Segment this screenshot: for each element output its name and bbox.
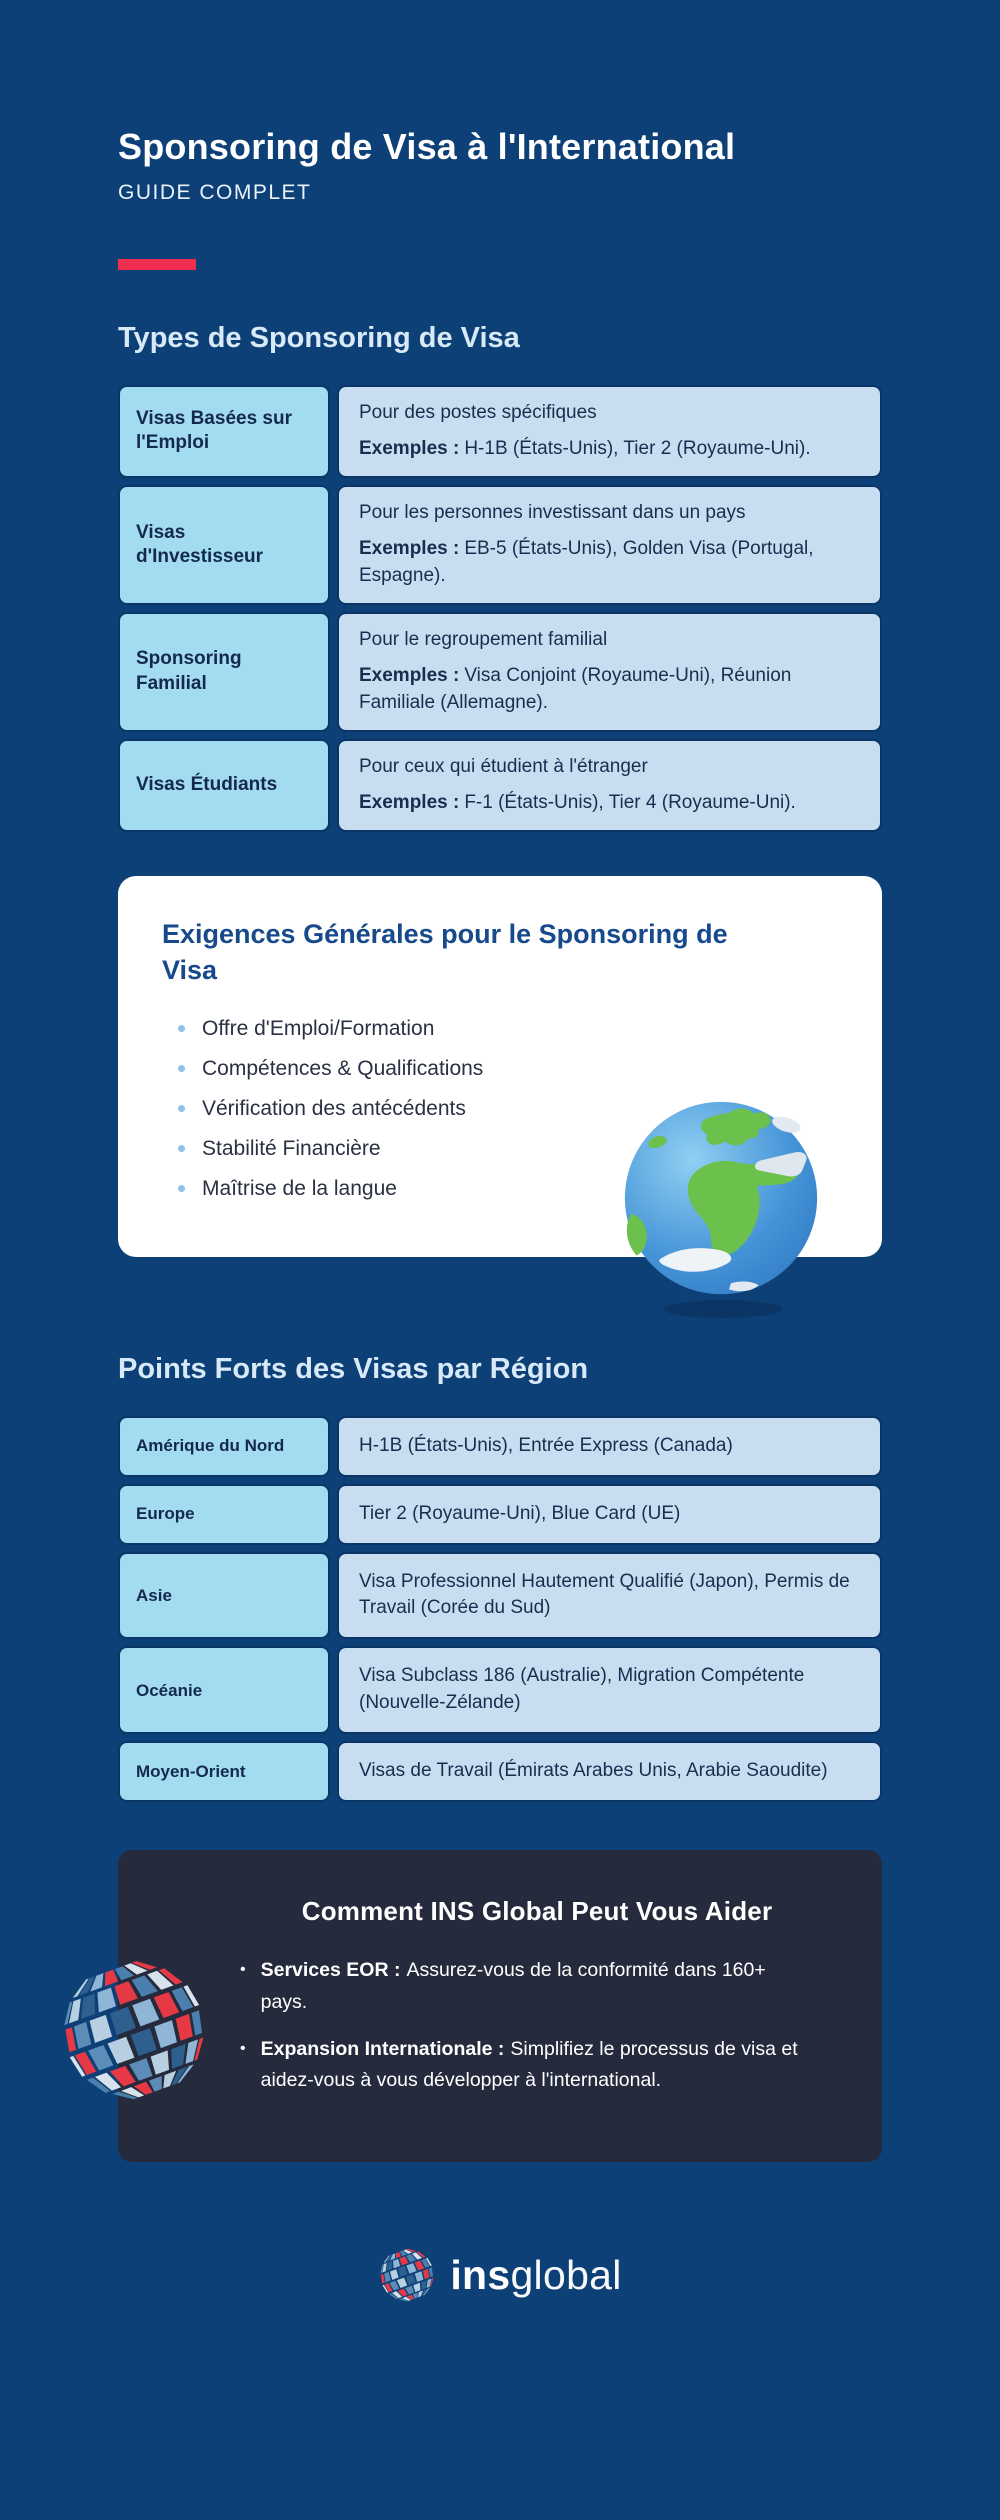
table-row: [118, 1741, 882, 1802]
requirement-text: Stabilité Financière: [202, 1136, 381, 1160]
ins-global-mosaic-sphere-icon: [58, 1954, 210, 2106]
region-label: Océanie: [118, 1646, 330, 1734]
visa-type-description: Pour ceux qui étudient à l'étranger: [359, 755, 648, 777]
help-item-text: [261, 1955, 800, 2017]
bullet-dot-icon: •: [240, 2039, 246, 2057]
examples-text: Visa Conjoint (Royaume-Uni), Réunion Familiale (Allemagne).: [359, 664, 792, 713]
bullet-dot-icon: [178, 1185, 185, 1192]
help-item-text: [261, 2034, 800, 2096]
table-row: [118, 1416, 882, 1477]
list-item: [178, 1057, 836, 1081]
visa-type-examples: [359, 663, 860, 717]
help-item-body: Simplifiez le processus de visa et aidez-vous à vous développer à l'international.: [260, 2037, 798, 2091]
footer-brand: [118, 2246, 882, 2304]
requirements-heading: Exigences Générales pour le Sponsoring de Visa: [162, 918, 728, 986]
region-visas: [337, 1416, 882, 1477]
region-label: Asie: [118, 1552, 330, 1640]
header: [118, 0, 882, 270]
visa-type-description: Pour le regroupement familial: [359, 628, 608, 650]
help-item-lead: Services EOR :: [260, 1959, 401, 1982]
visa-type-detail: [337, 739, 882, 832]
table-row: [118, 612, 882, 732]
visa-type-label: Visas Étudiants: [118, 739, 330, 832]
bullet-dot-icon: •: [240, 1961, 246, 1979]
types-section-heading: Types de Sponsoring de Visa: [118, 322, 520, 354]
earth-globe-3d-icon: [612, 1089, 830, 1319]
page-subtitle: GUIDE COMPLET: [118, 181, 312, 204]
list-item: [240, 2034, 800, 2096]
bullet-dot-icon: [178, 1145, 185, 1152]
requirement-text: Compétences & Qualifications: [202, 1056, 484, 1080]
visa-type-label: Sponsoring Familial: [118, 612, 330, 732]
region-label: Amérique du Nord: [118, 1416, 330, 1477]
visa-type-description: Pour des postes spécifiques: [359, 402, 597, 423]
examples-label: Exemples :: [359, 437, 460, 459]
region-visas-text: Visa Professionnel Hautement Qualifié (Japon), Permis de Travail (Corée du Sud): [359, 1570, 850, 1619]
bullet-dot-icon: [178, 1025, 185, 1032]
visa-type-detail: [337, 485, 882, 605]
region-visas: [337, 1741, 882, 1802]
region-visas: [337, 1646, 882, 1734]
requirement-text: Offre d'Emploi/Formation: [202, 1016, 435, 1040]
requirement-text: Vérification des antécédents: [202, 1096, 466, 1120]
region-visas-text: Tier 2 (Royaume-Uni), Blue Card (UE): [359, 1502, 681, 1524]
region-visas-text: Visas de Travail (Émirats Arabes Unis, Arabie Saoudite): [359, 1760, 828, 1782]
regions-table: [118, 1416, 882, 1803]
region-label: Europe: [118, 1484, 330, 1545]
table-row: [118, 1484, 882, 1545]
visa-type-examples: [359, 436, 860, 463]
region-visas-text: H-1B (États-Unis), Entrée Express (Canada): [359, 1434, 733, 1456]
visa-type-label: Visas Basées sur l'Emploi: [118, 385, 330, 478]
help-list: [240, 1955, 834, 2096]
regions-section-heading: Points Forts des Visas par Région: [118, 1352, 589, 1385]
region-visas-text: Visa Subclass 186 (Australie), Migration Compétente (Nouvelle-Zélande): [359, 1665, 805, 1714]
visa-type-detail: [337, 385, 882, 478]
table-row: [118, 385, 882, 478]
requirement-text: Maîtrise de la langue: [202, 1176, 397, 1200]
brand-bold-text: ins: [450, 2251, 511, 2298]
visa-type-description: Pour les personnes investissant dans un pays: [359, 501, 746, 523]
help-card-heading: Comment INS Global Peut Vous Aider: [301, 1896, 773, 1927]
examples-label: Exemples :: [359, 791, 460, 813]
examples-label: Exemples :: [359, 537, 460, 559]
brand-light-text: global: [510, 2251, 622, 2298]
visa-type-examples: [359, 790, 860, 817]
examples-text: F-1 (États-Unis), Tier 4 (Royaume-Uni).: [464, 791, 796, 813]
table-row: [118, 485, 882, 605]
help-item-body: Assurez-vous de la conformité dans 160+ pays.: [260, 1959, 766, 2013]
table-row: [118, 739, 882, 832]
visa-type-detail: [337, 612, 882, 732]
brand-wordmark: [450, 2252, 621, 2299]
list-item: [240, 1955, 800, 2017]
table-row: [118, 1552, 882, 1640]
region-label: Moyen-Orient: [118, 1741, 330, 1802]
region-visas: [337, 1484, 882, 1545]
accent-bar: [118, 259, 196, 270]
region-visas: [337, 1552, 882, 1640]
help-card: [118, 1850, 882, 2162]
page-title: Sponsoring de Visa à l'International: [118, 126, 736, 167]
examples-text: H-1B (États-Unis), Tier 2 (Royaume-Uni).: [464, 437, 811, 459]
list-item: [178, 1017, 836, 1041]
table-row: [118, 1646, 882, 1734]
help-item-lead: Expansion Internationale :: [260, 2037, 505, 2060]
bullet-dot-icon: [178, 1065, 185, 1072]
visa-type-examples: [359, 536, 860, 590]
ins-global-mosaic-sphere-icon: [378, 2246, 436, 2304]
visa-type-label: Visas d'Investisseur: [118, 485, 330, 605]
types-table: [118, 385, 882, 832]
examples-label: Exemples :: [359, 664, 460, 686]
bullet-dot-icon: [178, 1105, 185, 1112]
requirements-card: [118, 876, 882, 1257]
examples-text: EB-5 (États-Unis), Golden Visa (Portugal, Espagne).: [359, 537, 814, 586]
